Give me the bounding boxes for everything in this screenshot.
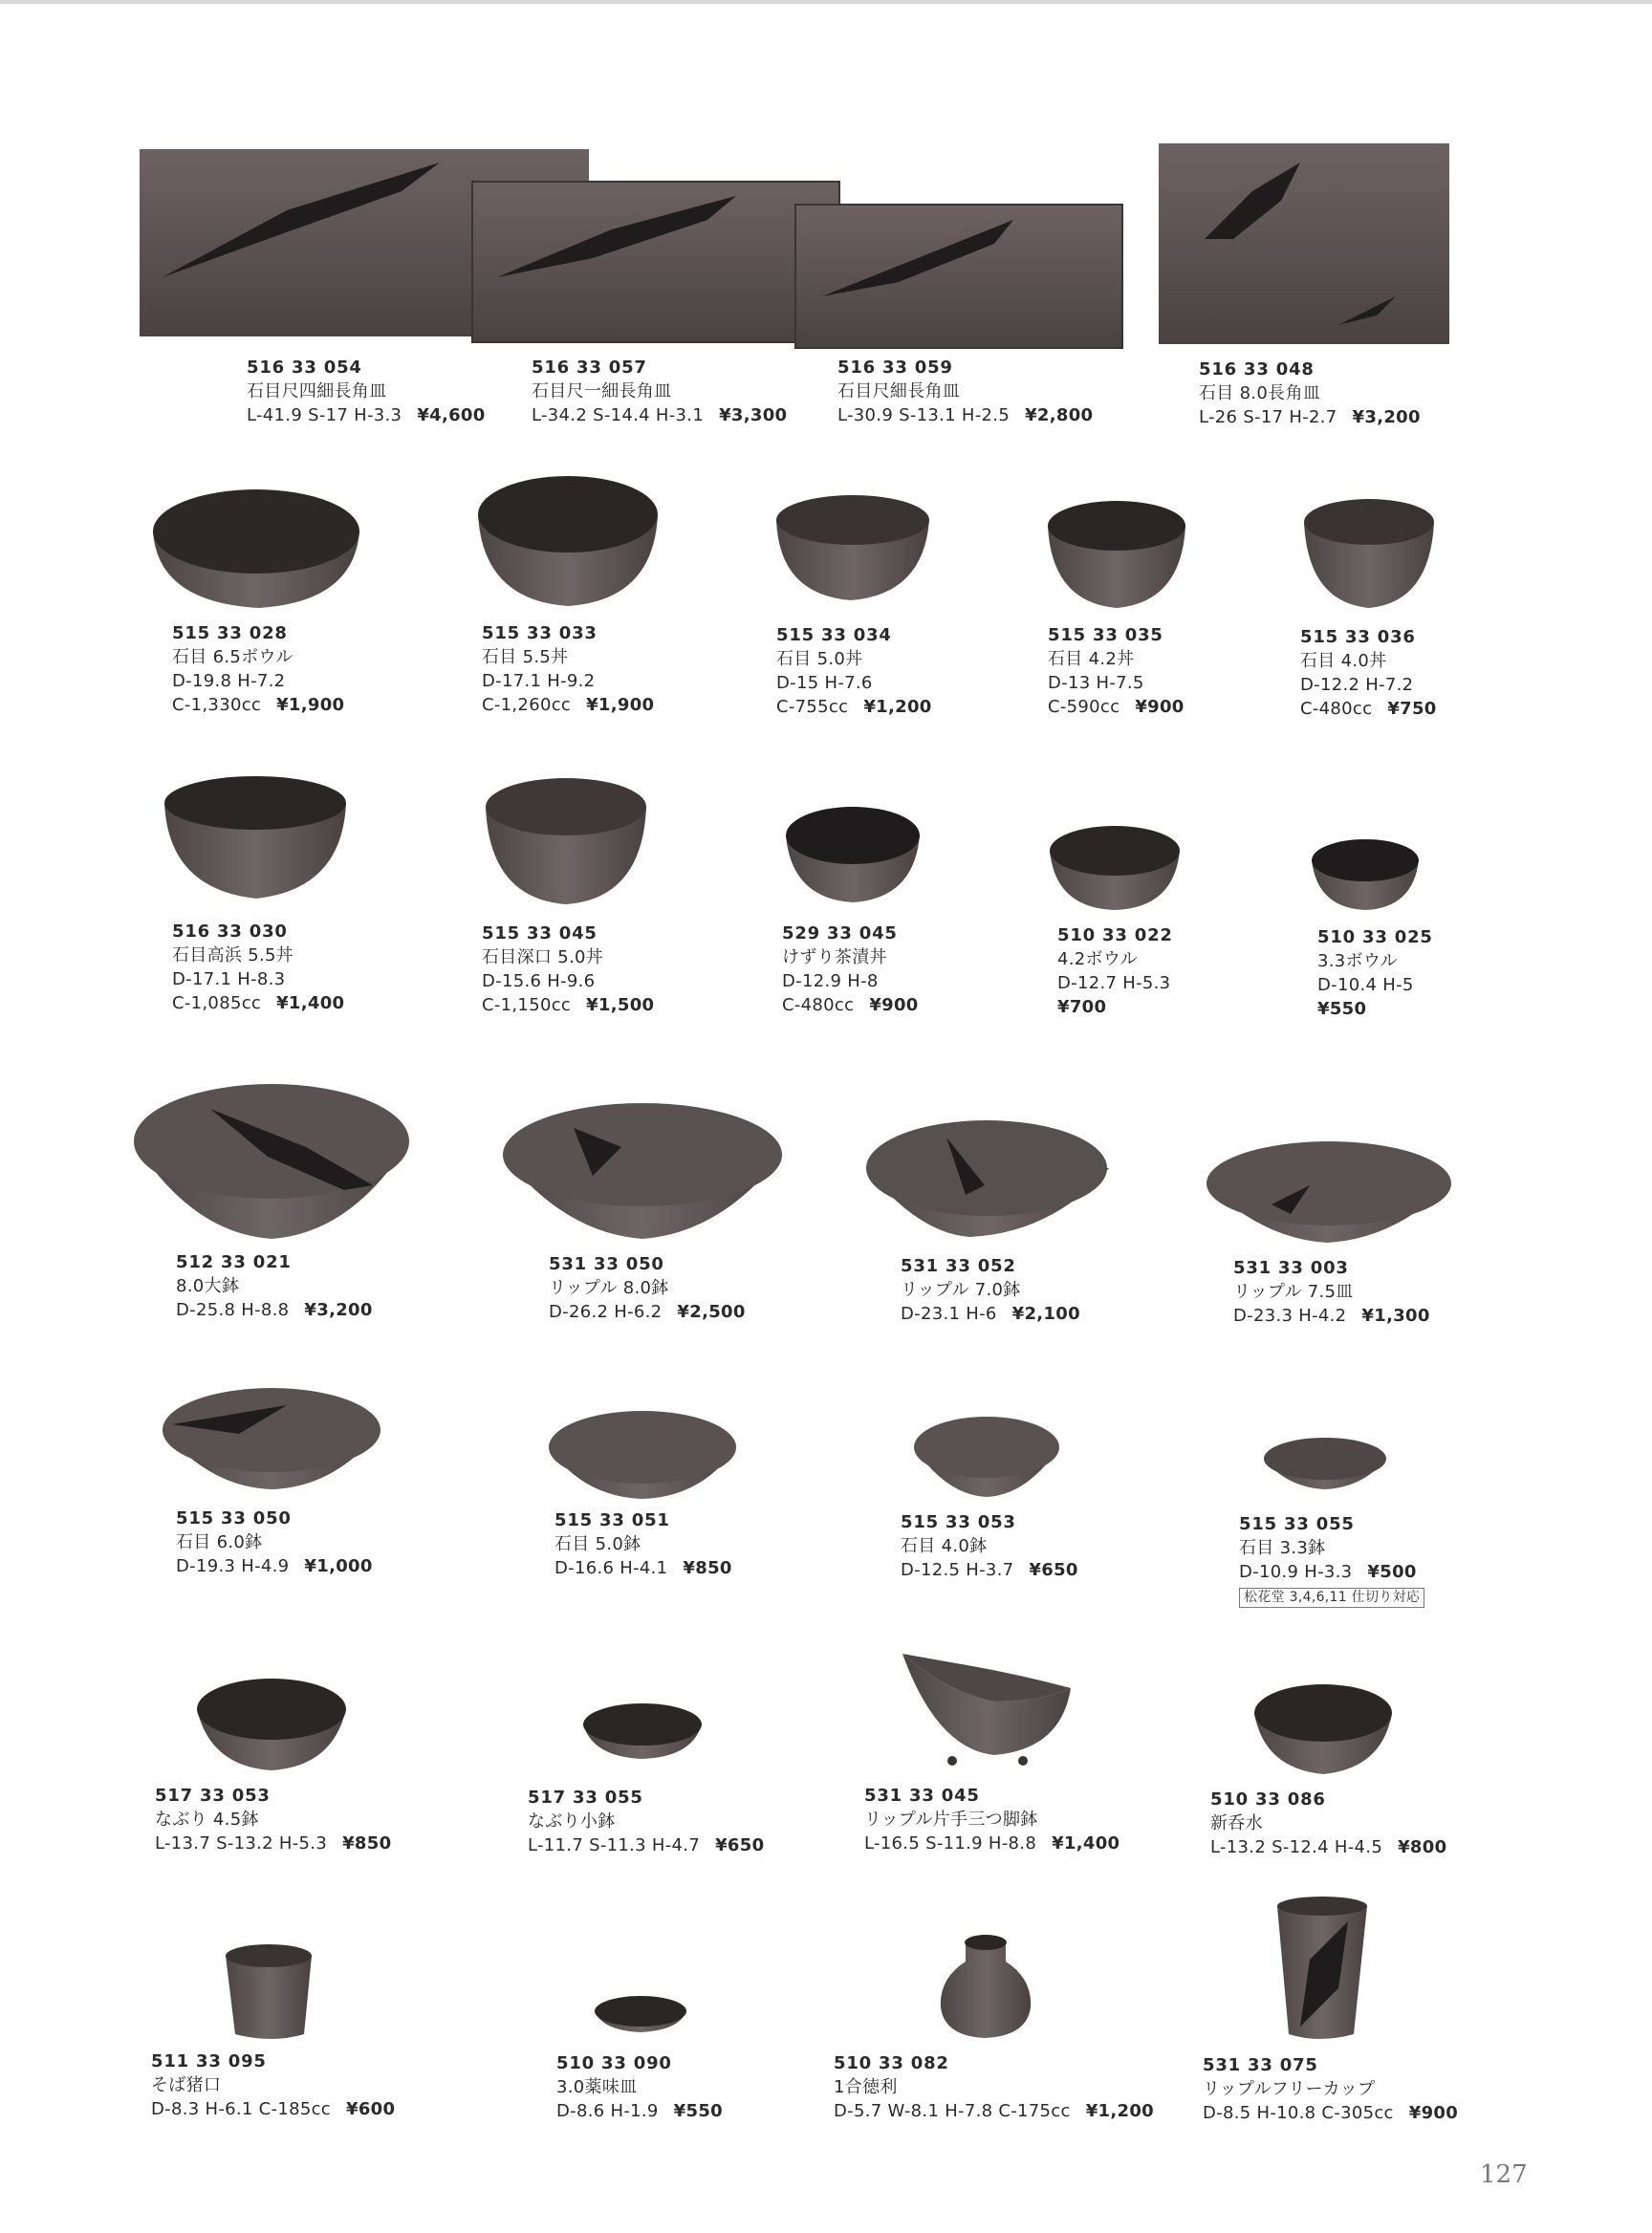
product-capacity: C-1,085cc <box>172 993 262 1013</box>
product-code: 531 33 050 <box>549 1254 664 1274</box>
product-capacity: C-1,330cc <box>172 695 262 715</box>
bowl-image-531-33-045 <box>902 1654 1071 1766</box>
product-dimensions: L-34.2 S-14.4 H-3.1 <box>532 405 705 425</box>
dish-image-510-33-090 <box>595 1996 686 2032</box>
product-spec <box>837 403 1093 427</box>
product-price: ¥650 <box>1029 1560 1078 1580</box>
product-name: 石目 6.5ボウル <box>172 647 293 667</box>
product-code: 510 33 082 <box>834 2053 949 2073</box>
product-dimensions: D-15.6 H-9.6 <box>482 971 596 991</box>
tray-image-4 <box>1159 143 1449 344</box>
product-dimensions: D-12.2 H-7.2 <box>1300 675 1414 695</box>
product-code: 517 33 053 <box>155 1786 271 1806</box>
bowl-image-531-33-050 <box>503 1103 782 1239</box>
product-spec <box>1233 1304 1430 1328</box>
product-spec <box>172 693 344 717</box>
product-price: ¥1,000 <box>304 1556 373 1576</box>
product-name: 石目 5.5丼 <box>482 647 569 667</box>
product-spec <box>554 1556 732 1580</box>
product-spec <box>247 403 486 427</box>
product-capacity: C-1,260cc <box>482 695 572 715</box>
product-price: ¥3,200 <box>304 1300 373 1320</box>
product-spec <box>1210 1835 1446 1859</box>
plate-image-531-33-003 <box>1206 1141 1451 1243</box>
product-code: 515 33 035 <box>1048 625 1163 645</box>
product-label <box>556 2051 723 2123</box>
product-price: ¥900 <box>1135 697 1185 717</box>
product-capacity: C-590cc <box>1048 697 1120 717</box>
product-label <box>172 621 344 717</box>
product-dimensions: L-26 S-17 H-2.7 <box>1199 407 1337 427</box>
bowl-image-515-33-036 <box>1304 499 1434 608</box>
product-price: ¥800 <box>1398 1837 1447 1857</box>
product-code: 515 33 051 <box>554 1510 670 1530</box>
product-label <box>782 921 919 1017</box>
product-name: リップル 8.0鉢 <box>549 1278 669 1298</box>
product-label <box>1048 623 1185 719</box>
product-name: そば猪口 <box>151 2075 222 2095</box>
product-dimensions: D-19.3 H-4.9 <box>176 1556 290 1576</box>
product-spec <box>864 1832 1119 1855</box>
product-label <box>1057 923 1173 1019</box>
product-name: なぶり 4.5鉢 <box>155 1810 259 1830</box>
tray-image-2 <box>472 182 839 342</box>
product-code: 511 33 095 <box>151 2051 267 2071</box>
bowl-image-515-33-034 <box>776 495 929 600</box>
product-label <box>1203 2053 1458 2125</box>
product-code: 510 33 022 <box>1057 925 1173 945</box>
product-code: 510 33 025 <box>1317 927 1433 947</box>
product-code: 515 33 053 <box>901 1512 1016 1532</box>
product-capacity: C-480cc <box>782 995 855 1015</box>
product-dimensions: D-13 H-7.5 <box>1048 673 1144 693</box>
product-dimensions: L-16.5 S-11.9 H-8.8 <box>864 1833 1037 1854</box>
product-code: 516 33 059 <box>837 358 953 378</box>
bowl-image-517-33-055 <box>583 1703 702 1759</box>
product-code: 510 33 090 <box>556 2053 672 2073</box>
product-label <box>901 1254 1080 1326</box>
product-code: 531 33 003 <box>1233 1258 1349 1278</box>
product-price: ¥3,300 <box>719 405 788 425</box>
product-dimensions: D-10.4 H-5 <box>1317 975 1414 995</box>
product-name: 石目 3.3鉢 <box>1239 1538 1326 1558</box>
product-dimensions: D-15 H-7.6 <box>776 673 873 693</box>
product-label <box>1233 1256 1430 1328</box>
product-code: 517 33 055 <box>528 1788 643 1808</box>
product-name: 石目 5.0鉢 <box>554 1534 641 1554</box>
bowl-image-515-33-028 <box>153 489 359 608</box>
product-dimensions: D-26.2 H-6.2 <box>549 1302 663 1322</box>
product-spec <box>176 1554 373 1578</box>
product-label <box>837 356 1093 427</box>
bowl-image-531-33-052 <box>866 1120 1109 1237</box>
product-name: リップル 7.0鉢 <box>901 1280 1021 1300</box>
product-name: 石目 4.2丼 <box>1048 649 1135 669</box>
product-dimensions: D-19.8 H-7.2 <box>172 671 286 691</box>
product-price: ¥500 <box>1367 1562 1417 1582</box>
product-spec <box>556 2099 723 2123</box>
product-code: 515 33 034 <box>776 625 892 645</box>
product-price: ¥2,500 <box>677 1302 746 1322</box>
bowl-image-510-33-086 <box>1254 1684 1392 1774</box>
product-name: 石目 6.0鉢 <box>176 1532 263 1552</box>
plate-image-515-33-050 <box>163 1388 380 1489</box>
product-code: 531 33 045 <box>864 1786 980 1806</box>
product-price: ¥2,100 <box>1011 1304 1080 1324</box>
product-spec <box>172 991 344 1015</box>
product-code: 515 33 033 <box>482 623 598 643</box>
tray-image-3 <box>795 205 1122 348</box>
product-dimensions: L-13.2 S-12.4 H-4.5 <box>1210 1837 1383 1857</box>
product-name: 3.3ボウル <box>1317 951 1398 971</box>
product-code: 529 33 045 <box>782 923 898 943</box>
product-dimensions: D-23.1 H-6 <box>901 1304 997 1324</box>
product-dimensions: D-12.9 H-8 <box>782 971 879 991</box>
product-dimensions: D-17.1 H-8.3 <box>172 969 286 989</box>
product-spec <box>1203 2101 1458 2125</box>
product-name: 石目高浜 5.5丼 <box>172 945 294 965</box>
product-label <box>864 1784 1119 1855</box>
product-label <box>554 1508 732 1580</box>
product-name: 石目 4.0鉢 <box>901 1536 988 1556</box>
product-name: 石目 4.0丼 <box>1300 651 1387 671</box>
product-name: 石目尺一細長角皿 <box>532 381 672 401</box>
product-dimensions: D-5.7 W-8.1 H-7.8 C-175cc <box>834 2101 1071 2121</box>
product-spec <box>176 1298 373 1322</box>
product-spec <box>901 1302 1080 1326</box>
product-spec <box>528 1833 764 1857</box>
product-name: 8.0大鉢 <box>176 1276 240 1296</box>
product-price: ¥1,900 <box>276 695 345 715</box>
product-dimensions: L-11.7 S-11.3 H-4.7 <box>528 1835 701 1855</box>
tumbler-image-531-33-075 <box>1277 1897 1367 2039</box>
product-spec <box>155 1832 391 1855</box>
product-code: 531 33 075 <box>1203 2055 1318 2075</box>
product-dimensions: L-30.9 S-13.1 H-2.5 <box>837 405 1011 425</box>
product-label <box>1239 1512 1424 1608</box>
product-name: 4.2ボウル <box>1057 949 1138 969</box>
product-name: 石目尺四細長角皿 <box>247 381 387 401</box>
product-name: リップルフリーカップ <box>1203 2079 1376 2099</box>
product-dimensions: D-8.3 H-6.1 C-185cc <box>151 2099 331 2119</box>
product-price: ¥700 <box>1057 997 1107 1017</box>
product-price: ¥900 <box>1408 2103 1459 2123</box>
product-name: 石目 5.0丼 <box>776 649 863 669</box>
product-price: ¥1,500 <box>586 995 655 1015</box>
product-price: ¥2,800 <box>1025 405 1094 425</box>
plate-image-515-33-051 <box>549 1411 736 1499</box>
product-name: なぶり小鉢 <box>528 1811 616 1832</box>
product-spec <box>549 1300 746 1324</box>
product-dimensions: D-17.1 H-9.2 <box>482 671 596 691</box>
product-dimensions: D-8.5 H-10.8 C-305cc <box>1203 2103 1394 2123</box>
product-label <box>776 623 932 719</box>
bowl-image-515-33-033 <box>478 476 658 606</box>
product-dimensions: L-41.9 S-17 H-3.3 <box>247 405 402 425</box>
product-code: 516 33 048 <box>1199 359 1315 379</box>
cup-image-511-33-095 <box>226 1944 312 2039</box>
product-dimensions: D-12.7 H-5.3 <box>1057 973 1171 993</box>
bowl-image-510-33-022 <box>1050 826 1180 910</box>
product-label <box>528 1786 764 1857</box>
product-spec <box>482 993 654 1017</box>
bowl-image-515-33-035 <box>1048 501 1185 608</box>
product-price: ¥1,200 <box>1085 2101 1154 2121</box>
bottle-image-510-33-082 <box>941 1935 1031 2038</box>
product-spec <box>1239 1560 1424 1584</box>
product-name: リップル片手三つ脚鉢 <box>864 1810 1038 1830</box>
product-price: ¥750 <box>1387 699 1437 719</box>
product-code: 512 33 021 <box>176 1252 292 1272</box>
product-code: 515 33 036 <box>1300 627 1416 647</box>
product-spec <box>901 1558 1078 1582</box>
product-label <box>1317 925 1433 1021</box>
product-dimensions: D-23.3 H-4.2 <box>1233 1306 1347 1326</box>
product-name: 石目 8.0長角皿 <box>1199 383 1321 403</box>
partition-note: 松花堂 3,4,6,11 仕切り対応 <box>1239 1588 1424 1608</box>
product-label <box>1199 358 1421 429</box>
product-dimensions: D-10.9 H-3.3 <box>1239 1562 1353 1582</box>
product-capacity: C-1,150cc <box>482 995 572 1015</box>
product-dimensions: D-25.8 H-8.8 <box>176 1300 290 1320</box>
product-capacity: C-480cc <box>1300 699 1373 719</box>
product-price: ¥4,600 <box>417 405 486 425</box>
bowl-image-517-33-053 <box>197 1679 346 1770</box>
product-price: ¥850 <box>683 1558 732 1578</box>
plate-image-515-33-053 <box>914 1417 1059 1497</box>
product-spec <box>532 403 787 427</box>
product-price: ¥550 <box>1317 999 1367 1019</box>
page-number: 127 <box>1480 2160 1528 2189</box>
product-code: 516 33 054 <box>247 358 362 378</box>
product-label <box>834 2051 1154 2123</box>
product-code: 515 33 055 <box>1239 1514 1355 1534</box>
product-code: 510 33 086 <box>1210 1789 1326 1810</box>
product-name: 石目尺細長角皿 <box>837 381 961 401</box>
product-dimensions: D-16.6 H-4.1 <box>554 1558 668 1578</box>
product-spec <box>482 693 654 717</box>
product-code: 516 33 030 <box>172 921 288 942</box>
product-spec <box>151 2097 395 2121</box>
bowl-image-529-33-045 <box>786 807 920 902</box>
product-price: ¥650 <box>715 1835 765 1855</box>
product-code: 516 33 057 <box>532 358 647 378</box>
product-spec <box>1300 697 1437 721</box>
product-label <box>482 621 654 717</box>
product-name: 新呑水 <box>1210 1813 1263 1833</box>
product-name: けずり茶漬丼 <box>782 947 887 967</box>
product-label <box>176 1250 373 1322</box>
product-price: ¥900 <box>869 995 919 1015</box>
product-label <box>247 356 486 427</box>
product-name: 3.0薬味皿 <box>556 2077 638 2097</box>
product-capacity: C-755cc <box>776 697 849 717</box>
product-name: 石目深口 5.0丼 <box>482 947 604 967</box>
product-spec <box>1199 405 1421 429</box>
product-label <box>901 1510 1078 1582</box>
product-label <box>1300 625 1437 721</box>
product-label <box>151 2049 395 2121</box>
product-label <box>549 1252 746 1324</box>
product-dimensions: D-12.5 H-3.7 <box>901 1560 1014 1580</box>
product-price: ¥850 <box>342 1833 392 1854</box>
product-price: ¥1,300 <box>1361 1306 1430 1326</box>
product-name: リップル 7.5皿 <box>1233 1282 1354 1302</box>
product-label <box>155 1784 391 1855</box>
bowl-image-510-33-025 <box>1312 839 1419 910</box>
product-price: ¥1,900 <box>586 695 655 715</box>
product-dimensions: L-13.7 S-13.2 H-5.3 <box>155 1833 328 1854</box>
product-label <box>1210 1788 1446 1859</box>
product-spec <box>834 2099 1154 2123</box>
bowl-image-516-33-030 <box>164 776 346 899</box>
bowl-image-515-33-045 <box>486 778 646 904</box>
bowl-image-512-33-021 <box>134 1084 409 1239</box>
product-price: ¥1,200 <box>863 697 932 717</box>
product-name: 1合徳利 <box>834 2077 898 2097</box>
product-code: 531 33 052 <box>901 1256 1016 1276</box>
product-price: ¥3,200 <box>1352 407 1421 427</box>
product-label <box>176 1507 373 1578</box>
plate-image-515-33-055 <box>1264 1438 1386 1489</box>
product-label <box>532 356 787 427</box>
product-spec <box>1048 695 1185 719</box>
product-label <box>172 920 344 1015</box>
product-code: 515 33 028 <box>172 623 288 643</box>
product-price: ¥1,400 <box>1052 1833 1120 1854</box>
product-spec <box>776 695 932 719</box>
product-dimensions: D-8.6 H-1.9 <box>556 2101 659 2121</box>
product-spec <box>782 993 919 1017</box>
product-price: ¥550 <box>673 2101 723 2121</box>
product-code: 515 33 050 <box>176 1508 292 1528</box>
product-price: ¥1,400 <box>276 993 345 1013</box>
product-label <box>482 921 654 1017</box>
product-code: 515 33 045 <box>482 923 598 943</box>
product-price: ¥600 <box>346 2099 396 2119</box>
